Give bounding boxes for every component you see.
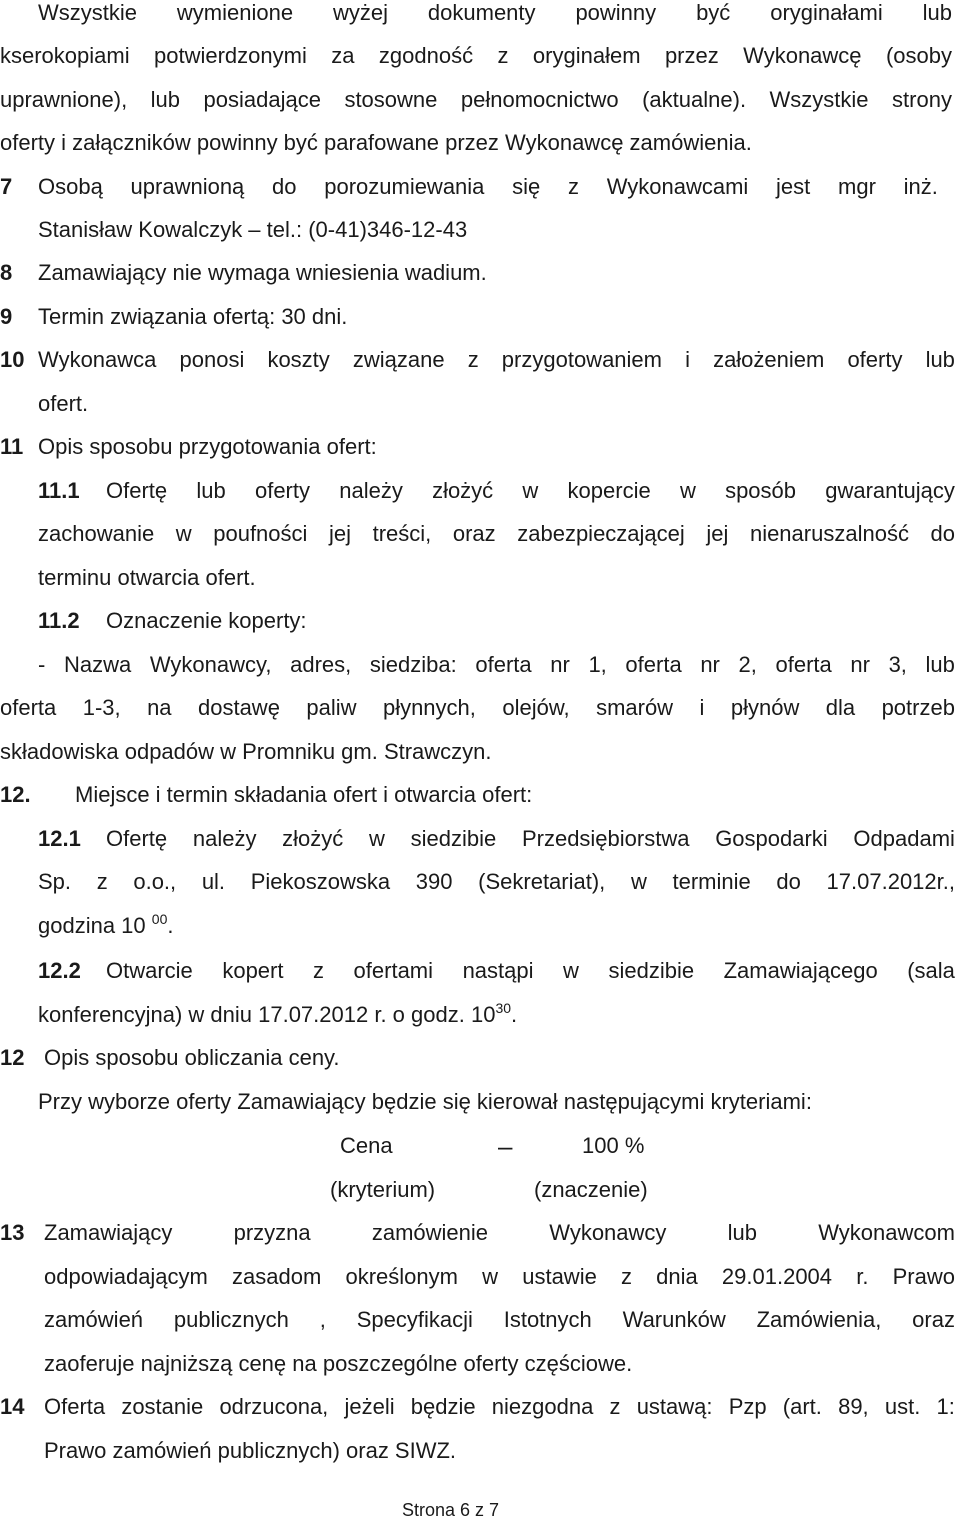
word: terminie	[672, 869, 751, 894]
word: Ofertę	[106, 478, 168, 503]
word: lub	[727, 1220, 757, 1245]
word: Prawo	[892, 1264, 955, 1289]
word: złożyć	[432, 478, 494, 503]
word: będzie	[410, 1394, 476, 1419]
deadline-tail: .	[167, 913, 174, 938]
word: zamówień	[44, 1307, 144, 1332]
word: do	[930, 521, 955, 546]
word: w	[630, 869, 647, 894]
word: oryginałem	[532, 43, 641, 68]
opening-tail: .	[511, 1002, 518, 1027]
word: oferta	[625, 652, 682, 677]
word: w	[563, 958, 579, 983]
word: (sala	[907, 958, 955, 983]
word: zostanie	[121, 1394, 204, 1419]
word: odrzucona,	[219, 1394, 329, 1419]
word: Piekoszowska	[250, 869, 391, 894]
word: z	[96, 869, 108, 894]
word: Warunków	[622, 1307, 726, 1332]
section-number-13: 13	[0, 1220, 25, 1245]
section-12-text: Miejsce i termin składania ofert i otwarcia ofert:	[75, 782, 533, 807]
section-number-9: 9	[0, 304, 13, 329]
word: koszty	[267, 347, 330, 372]
word: Wszystkie	[38, 0, 137, 25]
section-11-2-text: Oznaczenie koperty:	[106, 608, 307, 633]
section-10-line-2: ofert.	[38, 391, 89, 416]
word: ponosi	[179, 347, 245, 372]
section-number-12-2: 12.2	[38, 958, 81, 983]
word: 29.01.2004	[721, 1264, 833, 1289]
word: Zamówienia,	[756, 1307, 882, 1332]
word: należy	[339, 478, 403, 503]
word: dokumenty	[427, 0, 536, 25]
word: Wszystkie	[769, 87, 869, 112]
word: 1-3,	[82, 695, 121, 720]
word: Gospodarki	[715, 826, 828, 851]
word: Wykonawca	[38, 347, 157, 372]
word: nr	[850, 652, 870, 677]
word: (art.	[782, 1394, 822, 1419]
word: nastąpi	[462, 958, 534, 983]
criteria-value: 100 %	[582, 1133, 645, 1158]
word: płynów	[730, 695, 800, 720]
word: Specyfikacji	[356, 1307, 473, 1332]
deadline-minutes: 00	[151, 911, 168, 927]
word: należy	[192, 826, 257, 851]
word: zabezpieczającej	[517, 521, 685, 546]
word: ofertami	[353, 958, 434, 983]
deadline-hour: godzina 10	[38, 913, 146, 938]
intro-line-1	[38, 0, 952, 26]
word: Oferta	[44, 1394, 106, 1419]
word: zgodność	[378, 43, 474, 68]
criteria-name-caption: (kryterium)	[330, 1177, 436, 1202]
word: kserokopiami	[0, 43, 130, 68]
word: związane	[352, 347, 445, 372]
criteria-value-caption: (znaczenie)	[534, 1177, 648, 1202]
word: oferty	[254, 478, 310, 503]
word: do	[776, 869, 801, 894]
word: i	[685, 347, 690, 372]
word: lub	[196, 478, 226, 503]
word: złożyć	[282, 826, 344, 851]
word: z	[567, 174, 579, 199]
word: przygotowaniem	[501, 347, 662, 372]
word: w	[679, 478, 696, 503]
word: się	[512, 174, 541, 199]
word: Zamawiający	[44, 1220, 173, 1245]
criteria-name: Cena	[340, 1133, 393, 1158]
word: przez	[664, 43, 719, 68]
word: posiadające	[203, 87, 321, 112]
word: na	[147, 695, 172, 720]
word: Odpadami	[853, 826, 955, 851]
word: potwierdzonymi	[154, 43, 307, 68]
section-9-text: Termin związania ofertą: 30 dni.	[38, 304, 348, 329]
section-11-1-line-2	[38, 521, 955, 547]
word: dla	[825, 695, 856, 720]
word: nienaruszalność	[749, 521, 909, 546]
word: płynnych,	[382, 695, 476, 720]
section-number-11-1: 11.1	[38, 478, 80, 503]
section-11-1-line-1	[106, 478, 955, 504]
word: poufności	[213, 521, 308, 546]
section-12-1-line-3	[38, 913, 173, 939]
section-8-text: Zamawiający nie wymaga wniesienia wadium.	[38, 260, 487, 285]
word: odpowiadającym	[44, 1264, 208, 1289]
section-11-2-body-line-1	[38, 652, 955, 678]
word: nr	[550, 652, 570, 677]
word: Nazwa	[63, 652, 132, 677]
word: inż.	[903, 174, 938, 199]
word: Wykonawcami	[606, 174, 749, 199]
section-13-line-4: zaoferuje najniższą cenę na poszczególne oferty częściowe.	[44, 1351, 633, 1376]
section-14-line-2: Prawo zamówień publicznych) oraz SIWZ.	[44, 1438, 457, 1463]
word: oryginałami	[770, 0, 883, 25]
word: uprawnioną	[130, 174, 245, 199]
word: 1:	[936, 1394, 955, 1419]
word: gwarantujący	[825, 478, 955, 503]
word: 89,	[838, 1394, 869, 1419]
word: Wykonawcy	[549, 1220, 667, 1245]
word: nr	[700, 652, 720, 677]
word: z	[620, 1264, 632, 1289]
word: stosowne	[344, 87, 438, 112]
word: publicznych	[173, 1307, 289, 1332]
word: z	[497, 43, 509, 68]
section-11-2-body-line-2	[0, 695, 955, 721]
word: Pzp	[728, 1394, 767, 1419]
section-12-1-line-2	[38, 869, 955, 895]
word: w	[522, 478, 539, 503]
word: Wykonawcom	[818, 1220, 955, 1245]
word: Przedsiębiorstwa	[521, 826, 690, 851]
word: zasadom	[232, 1264, 322, 1289]
word: siedziba:	[369, 652, 457, 677]
word: siedzibie	[410, 826, 497, 851]
word: Otwarcie	[106, 958, 193, 983]
section-number-8: 8	[0, 260, 13, 285]
word: o.o.,	[133, 869, 177, 894]
word: 3,	[888, 652, 907, 677]
word: (osoby	[885, 43, 952, 68]
section-number-12-1: 12.1	[38, 826, 81, 851]
word: mgr	[838, 174, 876, 199]
section-number-14: 14	[0, 1394, 25, 1419]
word: określonym	[345, 1264, 458, 1289]
opening-minutes: 30	[495, 1000, 512, 1016]
word: być	[696, 0, 731, 25]
word: oferta	[0, 695, 57, 720]
word: paliw	[306, 695, 357, 720]
word: Osobą	[38, 174, 103, 199]
word: Sp.	[38, 869, 72, 894]
word: -	[38, 652, 46, 677]
word: potrzeb	[881, 695, 955, 720]
word: z	[467, 347, 479, 372]
word: 2,	[738, 652, 757, 677]
word: wymienione	[176, 0, 294, 25]
word: r.	[856, 1264, 869, 1289]
word: dnia	[656, 1264, 698, 1289]
word: lub	[922, 0, 952, 25]
word: oferta	[775, 652, 832, 677]
section-number-12: 12	[0, 1045, 25, 1070]
word: w	[175, 521, 192, 546]
intro-line-3	[0, 87, 952, 113]
word: jej	[329, 521, 352, 546]
word: porozumiewania	[324, 174, 485, 199]
word: lub	[925, 652, 955, 677]
word: niezgodna	[491, 1394, 594, 1419]
section-11-2-body-line-3: składowiska odpadów w Promniku gm. Strawczyn.	[0, 739, 492, 764]
word: jest	[776, 174, 811, 199]
page-number: Strona 6 z 7	[402, 1500, 500, 1520]
section-number-11: 11	[0, 434, 24, 459]
word: adres,	[290, 652, 352, 677]
word: olejów,	[502, 695, 570, 720]
word: Ofertę	[106, 826, 168, 851]
word: oferty	[847, 347, 903, 372]
section-number-11-2: 11.2	[38, 608, 80, 633]
word: kopercie	[567, 478, 651, 503]
section-13-line-2	[44, 1264, 955, 1290]
word: Istotnych	[503, 1307, 592, 1332]
word: powinny	[575, 0, 657, 25]
criteria-intro: Przy wyborze oferty Zamawiający będzie się kierował następującymi kryteriami:	[38, 1089, 812, 1114]
section-11-text: Opis sposobu przygotowania ofert:	[38, 434, 377, 459]
opening-time: konferencyjna) w dniu 17.07.2012 r. o godz. 10	[38, 1002, 496, 1027]
intro-line-4: oferty i załączników powinny być parafowane przez Wykonawcę zamówienia.	[0, 130, 752, 155]
word: jeżeli	[344, 1394, 395, 1419]
word: 1,	[588, 652, 607, 677]
section-7-line-2: Stanisław Kowalczyk – tel.: (0-41)346-12-43	[38, 217, 468, 242]
word: założeniem	[713, 347, 825, 372]
section-13-line-1	[44, 1220, 955, 1246]
word: i	[699, 695, 705, 720]
word: siedzibie	[608, 958, 695, 983]
word: (aktualne).	[642, 87, 747, 112]
word: ul.	[201, 869, 226, 894]
section-11-1-line-3: terminu otwarcia ofert.	[38, 565, 256, 590]
word: sposób	[725, 478, 797, 503]
section-14-line-1	[44, 1394, 955, 1420]
section-number-7: 7	[0, 174, 13, 199]
word: do	[272, 174, 297, 199]
word: treści,	[372, 521, 432, 546]
word: w	[369, 826, 385, 851]
word: oraz	[452, 521, 496, 546]
word: (Sekretariat),	[478, 869, 606, 894]
word: kopert	[222, 958, 284, 983]
word: oferta	[475, 652, 532, 677]
section-13-line-3	[44, 1307, 955, 1333]
word: oraz	[912, 1307, 955, 1332]
word: pełnomocnictwo	[460, 87, 619, 112]
word: ustawie	[522, 1264, 597, 1289]
word: 390	[415, 869, 453, 894]
section-12-1-line-1	[106, 826, 955, 852]
word: dostawę	[197, 695, 280, 720]
word: Wykonawcę	[743, 43, 862, 68]
word: zachowanie	[38, 521, 155, 546]
word: za	[331, 43, 355, 68]
section-12-2-line-2	[38, 1002, 517, 1028]
section-12-price-text: Opis sposobu obliczania ceny.	[44, 1045, 340, 1070]
word: z	[609, 1394, 621, 1419]
section-number-12-dot: 12.	[0, 782, 31, 807]
word: uprawnione),	[0, 87, 128, 112]
section-10-line-1	[38, 347, 955, 373]
section-number-10: 10	[0, 347, 25, 372]
word: w	[482, 1264, 499, 1289]
word: ustawą:	[636, 1394, 713, 1419]
criteria-dash: –	[498, 1131, 513, 1161]
intro-line-2	[0, 43, 952, 69]
word: Zamawiającego	[723, 958, 878, 983]
word: Wykonawcy,	[149, 652, 272, 677]
word: 17.07.2012r.,	[826, 869, 955, 894]
word: ust.	[884, 1394, 921, 1419]
word: przyzna	[233, 1220, 311, 1245]
word: lub	[925, 347, 955, 372]
word: zamówienie	[371, 1220, 489, 1245]
word: z	[313, 958, 325, 983]
word: strony	[892, 87, 952, 112]
word: lub	[150, 87, 181, 112]
word: wyżej	[332, 0, 388, 25]
word: jej	[706, 521, 729, 546]
word: ,	[319, 1307, 326, 1332]
word: smarów	[596, 695, 674, 720]
section-7-line-1	[38, 174, 938, 200]
section-12-2-line-1	[106, 958, 955, 984]
